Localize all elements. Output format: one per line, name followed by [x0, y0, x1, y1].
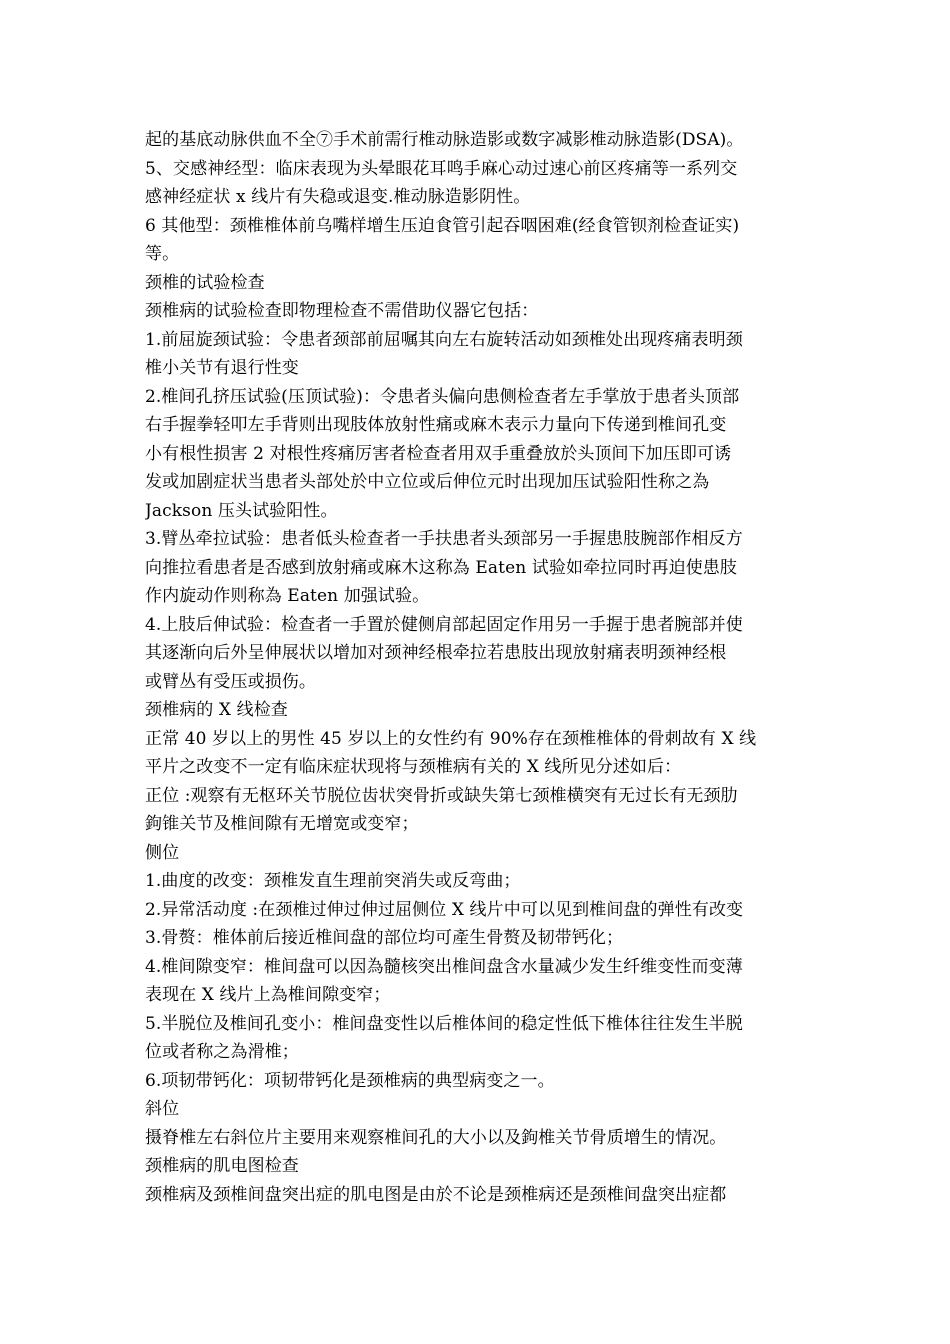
text-line: 5、交感神经型：临床表现为头晕眼花耳鸣手麻心动过速心前区疼痛等一系列交	[145, 158, 738, 179]
section-heading: 颈椎病的肌电图检查	[145, 1156, 299, 1176]
text-line: 起的基底动脉供血不全⑦手术前需行椎动脉造影或数字减影椎动脉造影(DSA)。	[145, 130, 744, 150]
text-line: 2.椎间孔挤压试验(压顶试验)：令患者头偏向患侧检查者左手掌放于患者头顶部	[145, 386, 740, 407]
text-line: 3.臂丛牵拉试验：患者低头检查者一手扶患者头颈部另一手握患肢腕部作相反方	[145, 529, 743, 549]
document-body	[145, 126, 813, 1209]
text-line: 6.项韧带钙化：项韧带钙化是颈椎病的典型病变之一。	[145, 1070, 555, 1091]
text-line: 3.骨赘：椎体前后接近椎间盘的部位均可產生骨赘及韧带钙化；	[145, 928, 624, 948]
text-line: 其逐渐向后外呈伸展状以增加对颈神经根牵拉若患肢出现放射痛表明颈神经根	[145, 643, 727, 663]
text-line: 发或加剧症状当患者头部处於中立位或后伸位元时出现加压试验阳性称之為	[145, 472, 710, 492]
text-line: 5.半脱位及椎间孔变小：椎间盘变性以后椎体间的稳定性低下椎体往往发生半脱	[145, 1013, 743, 1034]
text-line: 向推拉看患者是否感到放射痛或麻木这称為 Eaten 试验如牵拉同时再迫使患肢	[145, 557, 737, 578]
section-heading: 颈椎病的 X 线检查	[145, 700, 288, 720]
subsection-heading: 侧位	[145, 842, 180, 863]
text-line: 颈椎病及颈椎间盘突出症的肌电图是由於不论是颈椎病还是颈椎间盘突出症都	[145, 1184, 727, 1205]
text-line: 6 其他型：颈椎椎体前乌嘴样增生压迫食管引起吞咽困难(经食管钡剂检查证实)	[145, 215, 740, 236]
text-line: 作内旋动作则称為 Eaten 加强试验。	[145, 586, 430, 606]
text-line: 正位 :观察有无枢环关节脱位齿状突骨折或缺失第七颈椎横突有无过长有无颈肋	[145, 785, 738, 806]
text-line: 1.前屈旋颈试验：令患者颈部前屈嘱其向左右旋转活动如颈椎处出现疼痛表明颈	[145, 329, 743, 350]
text-line: 或臂丛有受压或损伤。	[145, 671, 316, 692]
text-line: 椎小关节有退行性变	[145, 358, 299, 378]
text-line: 位或者称之為滑椎；	[145, 1042, 299, 1062]
text-line: 颈椎病的试验检查即物理检查不需借助仪器它包括：	[145, 301, 539, 321]
section-heading: 颈椎的试验检查	[145, 272, 265, 293]
subsection-heading: 斜位	[145, 1099, 180, 1119]
text-line: 小有根性损害 2 对根性疼痛厉害者检查者用双手重叠放於头顶间下加压即可诱	[145, 443, 732, 464]
text-line: 2.异常活动度 :在颈椎过伸过伸过屈侧位 X 线片中可以见到椎间盘的弹性有改变	[145, 899, 744, 920]
text-line: 感神经症状 x 线片有失稳或退变.椎动脉造影阴性。	[145, 187, 531, 207]
text-line: 4.上肢后伸试验：检查者一手置於健侧肩部起固定作用另一手握于患者腕部并使	[145, 614, 743, 635]
text-line: 等。	[145, 244, 180, 264]
text-line: Jackson 压头试验阳性。	[145, 500, 338, 521]
text-line: 表现在 X 线片上為椎间隙变窄；	[145, 985, 391, 1005]
text-line: 正常 40 岁以上的男性 45 岁以上的女性约有 90%存在颈椎椎体的骨刺故有 X 线	[145, 728, 757, 749]
text-line: 鉤锥关节及椎间隙有无增宽或变窄；	[145, 814, 419, 834]
text-line: 1.曲度的改变：颈椎发直生理前突消失或反弯曲；	[145, 871, 521, 891]
text-line: 平片之改变不一定有临床症状现将与颈椎病有关的 X 线所见分述如后：	[145, 757, 682, 777]
text-line: 摄脊椎左右斜位片主要用来观察椎间孔的大小以及鉤椎关节骨质增生的情况。	[145, 1127, 727, 1148]
text-line: 右手握拳轻叩左手背则出现肢体放射性痛或麻木表示力量向下传递到椎间孔变	[145, 415, 727, 435]
text-line: 4.椎间隙变窄：椎间盘可以因為髓核突出椎间盘含水量减少发生纤维变性而变薄	[145, 956, 743, 977]
